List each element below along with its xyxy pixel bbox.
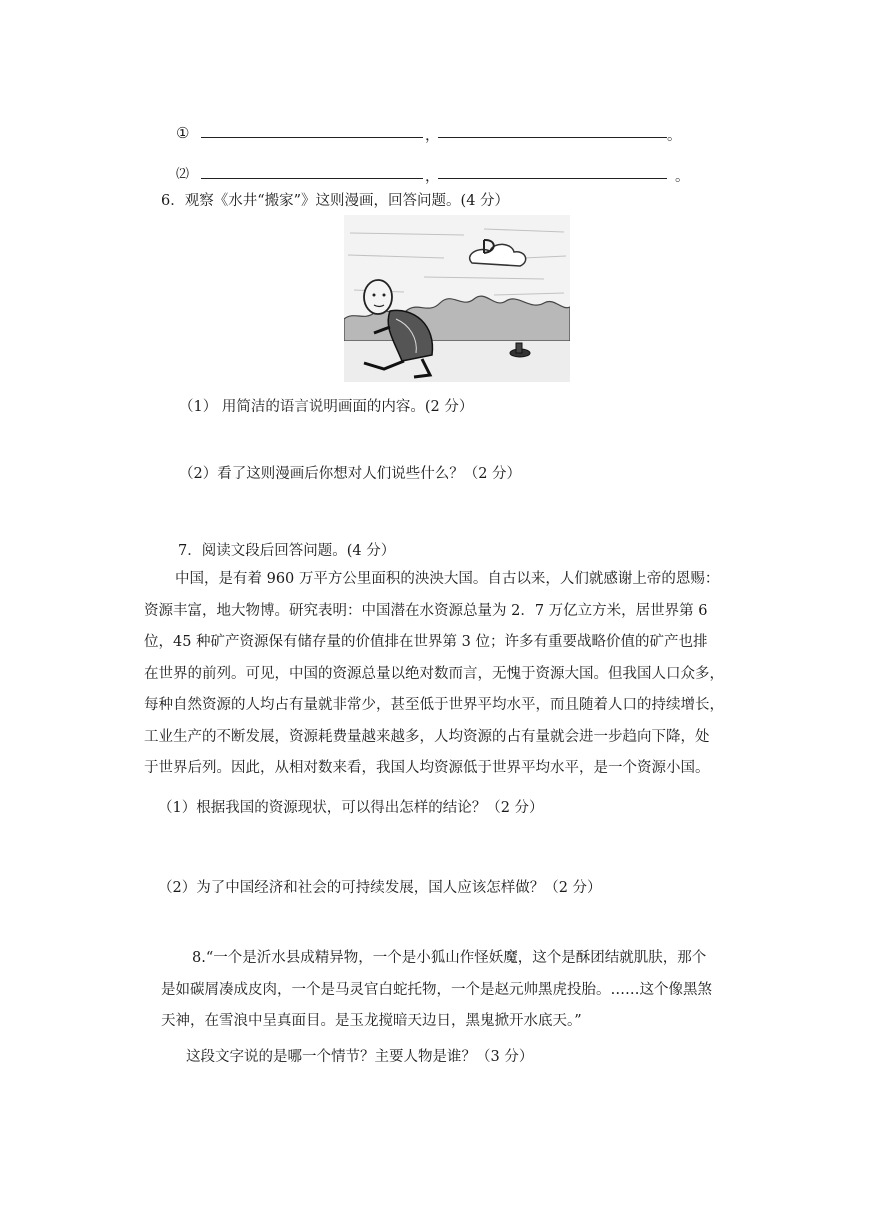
q7-sub2: （2）为了中国经济和社会的可持续发展，国人应该怎样做？（2 分）	[158, 880, 602, 896]
answer-blank-2b[interactable]	[438, 178, 667, 179]
q8-passage	[161, 943, 761, 1038]
passage-line: 中国，是有着 960 万平方公里面积的泱泱大国。自古以来，人们就感谢上帝的恩赐：	[175, 571, 720, 587]
q8-line: 天神，在雪浪中呈真面目。是玉龙搅暗天边日，黑鬼掀开水底天。”	[161, 1013, 582, 1029]
q7-title: 7．阅读文段后回答问题。(4 分）	[178, 543, 396, 559]
blank-row-1-comma: ，	[425, 128, 440, 144]
passage-line: 在世界的前列。可见，中国的资源总量以绝对数而言，无愧于资源大国。但我国人口众多，	[144, 665, 724, 682]
well-moving-cartoon	[344, 215, 570, 382]
blank-row-1-end: 。	[667, 128, 682, 144]
blank-row-1-marker: ①	[176, 124, 190, 142]
q7-sub1: （1）根据我国的资源现状，可以得出怎样的结论？（2 分）	[158, 800, 544, 816]
passage-line: 工业生产的不断发展，资源耗费量越来越多，人均资源的占有量就会进一步趋向下降，处	[144, 728, 710, 745]
passage-line: 位，45 种矿产资源保有储存量的价值排在世界第 3 位；许多有重要战略价值的矿产也排	[144, 634, 708, 650]
cartoon-illustration	[344, 215, 570, 382]
q6-sub1: （1） 用简洁的语言说明画面的内容。(2 分）	[179, 399, 474, 415]
q8-line: 8.“一个是沂水县成精异物，一个是小狐山作怪妖魔，这个是酥团结就肌肤，那个	[192, 950, 707, 966]
q8-question: 这段文字说的是哪一个情节？主要人物是谁？（3 分）	[186, 1049, 534, 1065]
q6-sub2: （2）看了这则漫画后你想对人们说些什么？（2 分）	[179, 466, 522, 482]
q8-line: 是如碳屑凑成皮肉，一个是马灵官白蛇托物，一个是赵元帅黑虎投胎。……这个像黑煞	[161, 981, 712, 998]
blank-row-2-marker: ⑵	[176, 167, 190, 182]
blank-row-2-end: 。	[675, 169, 690, 185]
answer-blank-1a[interactable]	[201, 137, 423, 138]
blank-row-2-comma: ，	[425, 169, 440, 185]
q6-title: 6．观察《水井“搬家”》这则漫画，回答问题。(4 分）	[161, 193, 510, 209]
passage-line: 每种自然资源的人均占有量就非常少，甚至低于世界平均水平，而且随着人口的持续增长，	[144, 697, 724, 713]
answer-blank-2a[interactable]	[201, 178, 423, 179]
answer-blank-1b[interactable]	[438, 137, 667, 138]
passage-line: 于世界后列。因此，从相对数来看，我国人均资源低于世界平均水平，是一个资源小国。	[144, 760, 710, 776]
passage-line: 资源丰富，地大物博。研究表明：中国潜在水资源总量为 2．7 万亿立方米，居世界第 6	[144, 602, 708, 619]
q7-passage	[144, 564, 744, 785]
